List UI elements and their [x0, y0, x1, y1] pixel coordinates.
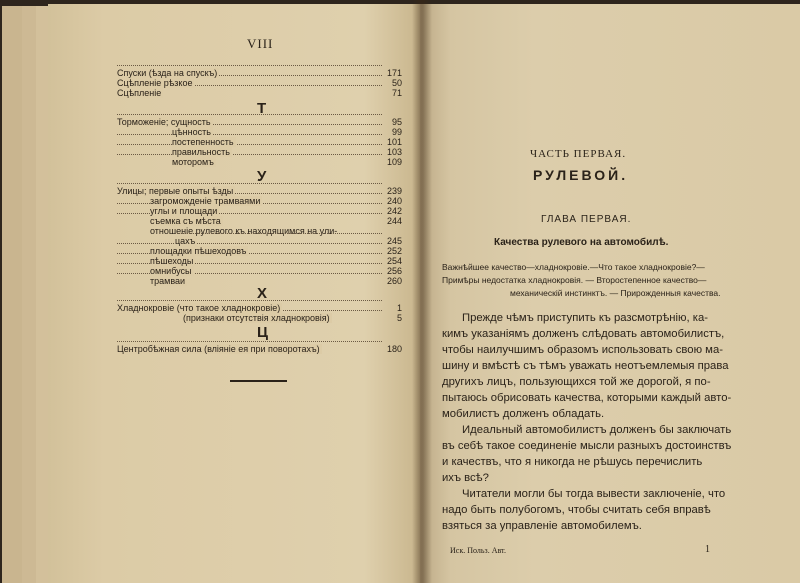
part-title: ЧАСТЬ ПЕРВАЯ. [530, 148, 627, 160]
body-line: мобилистъ долженъ обладать. [442, 408, 605, 420]
body-line: чтобы наилучшимъ образомъ использовать свою ма- [442, 344, 723, 356]
body-line: пытаюсь обрисовать качества, которыми каждый авто- [442, 392, 732, 404]
index-letter-u: У [257, 168, 267, 185]
page-number: 1 [705, 544, 710, 555]
chapter-heading: Качества рулевого на автомобилѣ. [494, 237, 669, 248]
summary-line: Примѣры недостатка хладнокровiя. — Второстепенное качество— [442, 275, 707, 285]
body-line: шину и вмѣстѣ съ тѣмъ уважать неотъемлемыя права [442, 360, 729, 372]
book-spread: VIII Спуски (ѣзда на спускъ) 171 Сцѣпленiе рѣзкое 50 Сцѣпленiе 71 Т Торможенiе; сущность 95 цѣнность 99 постепенность 101 правильность 103 моторомъ 109 У Улицы; первые опыты ѣзды 239 загроможденiе трамваями 240 углы и площади 242 съемка съ мѣста 244 отношенiе рулевого къ находящимся на ули- цахъ 245 площадки пѣшеходовъ 252 пѣшеходы 254 омнибусы 256 трамваи 260 Х Хладнокровiе (что такое хладнокровiе) 1 (признаки отсутствiя хладнокровiя) 5 Ц Центробѣжная сила (влiянiе ея при поворотахъ) 180 ЧАСТЬ ПЕРВАЯ. РУЛЕВОЙ. ГЛАВА ПЕРВАЯ. Качества рулевого на автомобилѣ. Важнѣйшее качество—хладнокровiе.—Что такое хладнокровiе?— Примѣры недостатка хладнокровiя. — Второстепенное качество— механическiй инстинктъ. — Прирожденныя качества. Прежде чѣмъ приступить къ разсмотрѣнiю, ка- кимъ указанiямъ долженъ слѣдовать автомобилистъ, чтобы наилучшимъ образомъ использовать свою ма- шину и вмѣстѣ съ тѣмъ уважать неотъемлемыя права другихъ лицъ, пользующихся той же дорогой, я по- пытаюсь обрисовать качества, которыми каждый авто- мобилистъ долженъ обладать. Идеальный автомобилистъ долженъ бы заключать въ себѣ такое соединенiе мысли разныхъ достоинствъ и качествъ, что я никогда не рѣшусь перечислить ихъ всѣ? Читатели могли бы тогда вывести заключенiе, что надо быть полубогомъ, чтобы считать себя вправѣ взяться за управленiе автомобилемъ. Иск. Польз. Авт. 1 [0, 0, 800, 583]
chapter-title: РУЛЕВОЙ. [533, 167, 629, 183]
body-line: ихъ всѣ? [442, 472, 489, 484]
body-line: въ себѣ такое соединенiе мысли разныхъ достоинствъ [442, 440, 732, 452]
page-footer: Иск. Польз. Авт. [450, 546, 506, 555]
body-line: и качествъ, что я никогда не рѣшусь перечислить [442, 456, 703, 468]
chapter-label: ГЛАВА ПЕРВАЯ. [541, 214, 632, 225]
summary-line: механическiй инстинктъ. — Прирожденныя качества. [510, 288, 721, 298]
body-line: Идеальный автомобилистъ долженъ бы заключать [462, 424, 732, 436]
body-line: Прежде чѣмъ приступить къ разсмотрѣнiю, ка- [462, 312, 709, 324]
body-line: другихъ лицъ, пользующихся той же дорогой, я по- [442, 376, 711, 388]
left-page [48, 4, 420, 583]
body-line: Читатели могли бы тогда вывести заключенiе, что [462, 488, 726, 500]
index-letter-kh: Х [257, 285, 268, 302]
book-gutter [412, 0, 432, 583]
body-line: надо быть полубогомъ, чтобы считать себя вправѣ [442, 504, 711, 516]
page-roman-number: VIII [247, 36, 274, 51]
index-letter-t: Т [257, 100, 267, 117]
end-rule [230, 380, 287, 382]
summary-line: Важнѣйшее качество—хладнокровiе.—Что такое хладнокровiе?— [442, 262, 705, 272]
body-line: кимъ указанiямъ долженъ слѣдовать автомобилистъ, [442, 328, 725, 340]
index-letter-ts: Ц [257, 324, 268, 341]
body-line: взяться за управленiе автомобилемъ. [442, 520, 642, 532]
